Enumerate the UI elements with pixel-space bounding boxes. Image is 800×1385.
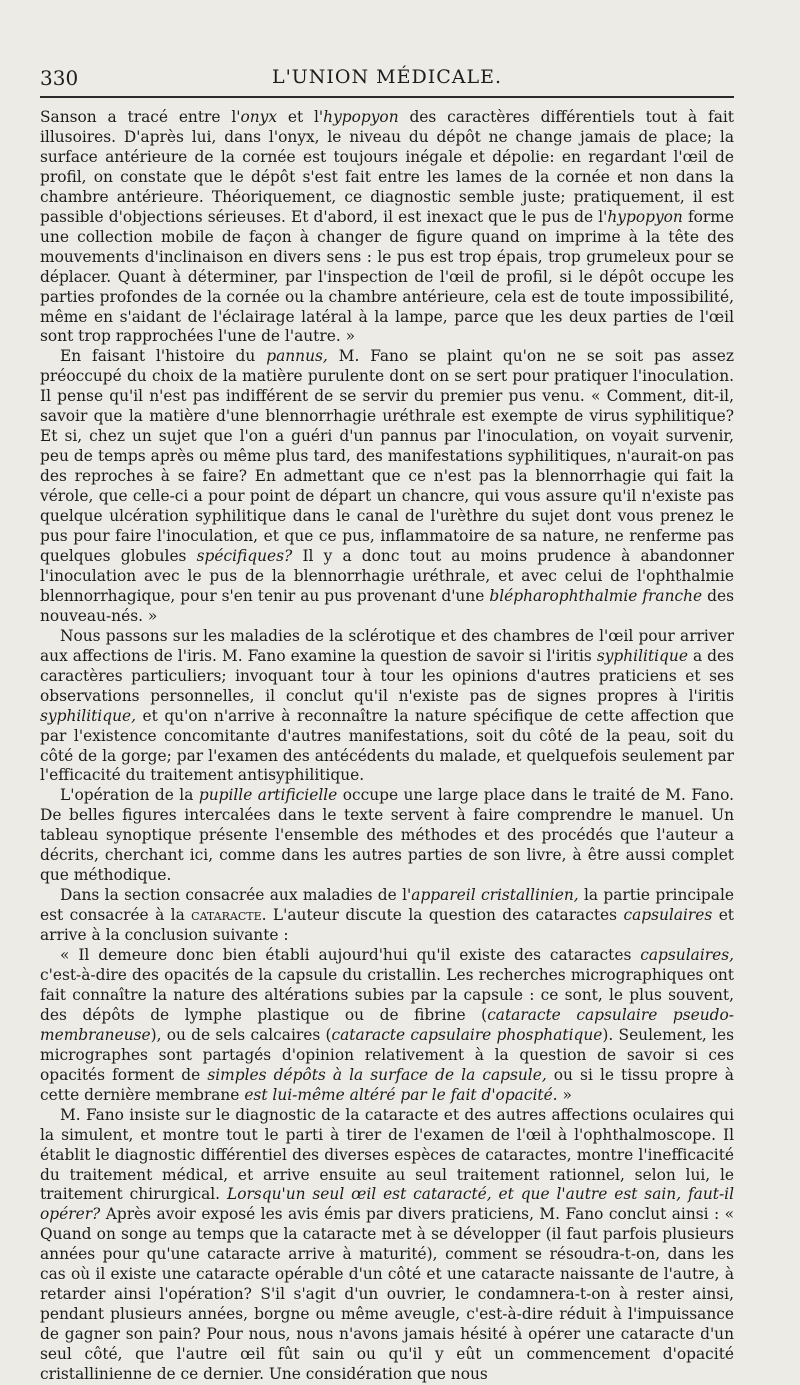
text-run: Après avoir exposé les avis émis par divers praticiens, M. Fano conclut ainsi : « Quand on songe au temps que la cataracte met à se développer (il faut parfois plusieurs années pour qu'une cataracte arrive à maturité), comment se résoudra-t-on, dans les cas où il existe une cataracte opérable d'un côté et une cataracte naissante de l'autre, à retarder ainsi l'opération? S'il s'agit d'un ouvrier, le condamnera-t-on à rester ainsi, pendant plusieurs années, borgne ou même aveugle, c'est-à-dire réduit à l'impuissance de gagner son pain? Pour nous, nous n'avons jamais hésité à opérer une cataracte d'un seul côté, que l'autre œil fût sain ou qu'il y eût un commencement d'opacité cristallinienne de ce dernier. Une considération que nous: [40, 1205, 734, 1384]
italic-run: capsulaires: [623, 906, 713, 925]
italic-run: hypopyon: [607, 207, 683, 226]
text-run: la partie principale est consacrée à la: [40, 886, 734, 925]
text-run: « Il demeure donc bien établi aujourd'hui qu'il existe des cataractes: [60, 946, 641, 965]
text-run: forme une collection mobile de façon à changer de figure quand on imprime à la tête des mouvements d'inclinaison en divers sens : le pus est trop épais, trop grumeleux pour se déplacer. Quant à déterminer, par l'inspection de l'œil de profil, si le dépôt occupe les parties profondes de la cornée ou la chambre antérieure, cela est de toute impossibilité, même en s'aidant de l'éclairage latéral à la lampe, parce que les deux parties de l'œil sont trop rapprochées l'une de l'autre. »: [40, 207, 734, 346]
italic-run: pannus,: [266, 347, 328, 366]
paragraph: [40, 886, 734, 946]
italic-run: spécifiques?: [196, 546, 293, 565]
text-run: et arrive à la conclusion suivante :: [40, 906, 734, 945]
italic-run: capsulaires,: [640, 946, 734, 965]
paragraph: [40, 946, 734, 1106]
italic-run: pupille artificielle: [198, 786, 338, 805]
page-header: [40, 62, 734, 96]
paragraph: [40, 786, 734, 886]
text-run: cataracte.: [191, 906, 267, 925]
italic-run: simples dépôts à la surface de la capsule,: [207, 1065, 547, 1084]
text-run: c'est-à-dire des opacités de la capsule du cristallin. Les recherches micrographiques ont fait connaître la nature des altérations subies par la capsule : ce sont, le plus souvent, des dépôts de lymphe plastique ou de fibrine (: [40, 965, 734, 1024]
text-run: ), ou de sels calcaires (: [150, 1025, 332, 1044]
text-run: En faisant l'histoire du: [60, 347, 267, 366]
italic-run: blépharophthalmie franche: [489, 586, 703, 605]
text-run: ). Seulement, les micrographes sont partagés d'opinion relativement à la question de savoir si ces opacités forment de: [40, 1025, 734, 1084]
text-run: des caractères différentiels tout à fait illusoires. D'après lui, dans l'onyx, le niveau du dépôt ne change jamais de place; la surface antérieure de la cornée est toujours inégale et dépolie: en regardant l'œil de profil, on constate que le dépôt s'est fait entre les lames de la cornée et non dans la chambre antérieure. Théoriquement, ce diagnostic semble juste; pratiquement, il est passible d'objections sérieuses. Et d'abord, il est inexact que le pus de l': [40, 108, 734, 226]
paragraph: [40, 1106, 734, 1385]
text-run: M. Fano insiste sur le diagnostic de la cataracte et des autres affections oculaires qui la simulent, et montre tout le parti à tirer de l'examen de l'œil à l'ophthalmoscope. Il établit le diagnostic différentiel des diverses espèces de cataractes, montre l'inefficacité du traitement médical, et arrive ensuite au seul traitement rationnel, selon lui, le traitement chirurgical.: [40, 1105, 734, 1204]
paragraph: [40, 627, 734, 787]
italic-run: appareil cristallinien,: [411, 886, 579, 905]
text-run: et qu'on n'arrive à reconnaître la nature spécifique de cette affection que par l'existence concomitante d'autres manifestations, soit du côté de la peau, soit du côté de la gorge; par l'examen des antécédents du malade, et quelquefois seulement par l'efficacité du traitement antisyphilitique.: [40, 706, 734, 785]
italic-run: syphilitique,: [40, 706, 136, 725]
text-run: et l': [277, 108, 324, 126]
text-run: Dans la section consacrée aux maladies de l': [60, 886, 412, 905]
text-run: Nous passons sur les maladies de la sclérotique et des chambres de l'œil pour arriver aux affections de l'iris. M. Fano examine la question de savoir si l'iritis: [40, 626, 734, 665]
italic-run: cataracte capsulaire pseudo-membraneuse: [40, 1005, 735, 1044]
text-run: L'auteur discute la question des cataractes: [266, 906, 624, 925]
text-run: a des caractères particuliers; invoquant tour à tour les opinions d'autres praticiens et ses observations personnelles, il conclut qu'il n'existe pas de signes propres à l'iritis: [40, 646, 734, 705]
body-text: [40, 108, 735, 1384]
text-run: des nouveau-nés. »: [40, 586, 734, 625]
text-run: M. Fano se plaint qu'on ne se soit pas assez préoccupé du choix de la matière purulente dont on se sert pour pratiquer l'inoculation. Il pense qu'il n'est pas indifférent de se servir du premier pus venu. « Comment, dit-il, savoir que la matière d'une blennorrhagie uréthrale est exempte de virus syphilitique? Et si, chez un sujet que l'on a guéri d'un pannus par l'inoculation, on voyait survenir, peu de temps après ou même plus tard, des manifestations syphilitiques, n'aurait-on pas des reproches à se faire? En admettant que ce n'est pas la blennorrhagie qui fait la vérole, que celle-ci a pour point de départ un chancre, qui vous assure qu'il n'existe pas quelque ulcération syphilitique dans le canal de l'urèthre du sujet dont vous prenez le pus pour faire l'inoculation, et que ce pus, inflammatoire de sa nature, ne renferme pas quelques globules: [40, 347, 735, 565]
paragraph: [40, 347, 734, 626]
text-run: Il y a donc tout au moins prudence à abandonner l'inoculation avec le pus de la blennorrhagie uréthrale, et avec celui de l'ophthalmie blennorrhagique, pour s'en tenir au pus provenant d'une: [40, 546, 734, 605]
running-title: L'UNION MÉDICALE.: [271, 66, 503, 88]
italic-run: onyx: [240, 108, 278, 126]
italic-run: cataracte capsulaire phosphatique: [331, 1025, 603, 1044]
text-run: Sanson a tracé entre l': [40, 108, 241, 126]
page-number: 330: [40, 66, 79, 90]
text-run: occupe une large place dans le traité de M. Fano. De belles figures intercalées dans le texte servent à faire comprendre le manuel. Un tableau synoptique présente l'ensemble des méthodes et des procédés que l'auteur a décrits, cherchant ici, comme dans les autres parties de son livre, à être aussi complet que méthodique.: [40, 786, 734, 885]
italic-run: hypopyon: [323, 108, 399, 126]
text-run: L'opération de la: [60, 786, 199, 805]
italic-run: est lui-même altéré par le fait d'opacité.: [244, 1085, 558, 1104]
italic-run: syphilitique: [596, 646, 688, 665]
text-run: »: [557, 1085, 572, 1104]
header-rule: [40, 96, 734, 98]
paragraph: [40, 108, 734, 347]
italic-run: Lorsqu'un seul œil est cataracté, et que l'autre est sain, faut-il opérer?: [40, 1185, 734, 1224]
text-run: ou si le tissu propre à cette dernière membrane: [40, 1065, 734, 1104]
